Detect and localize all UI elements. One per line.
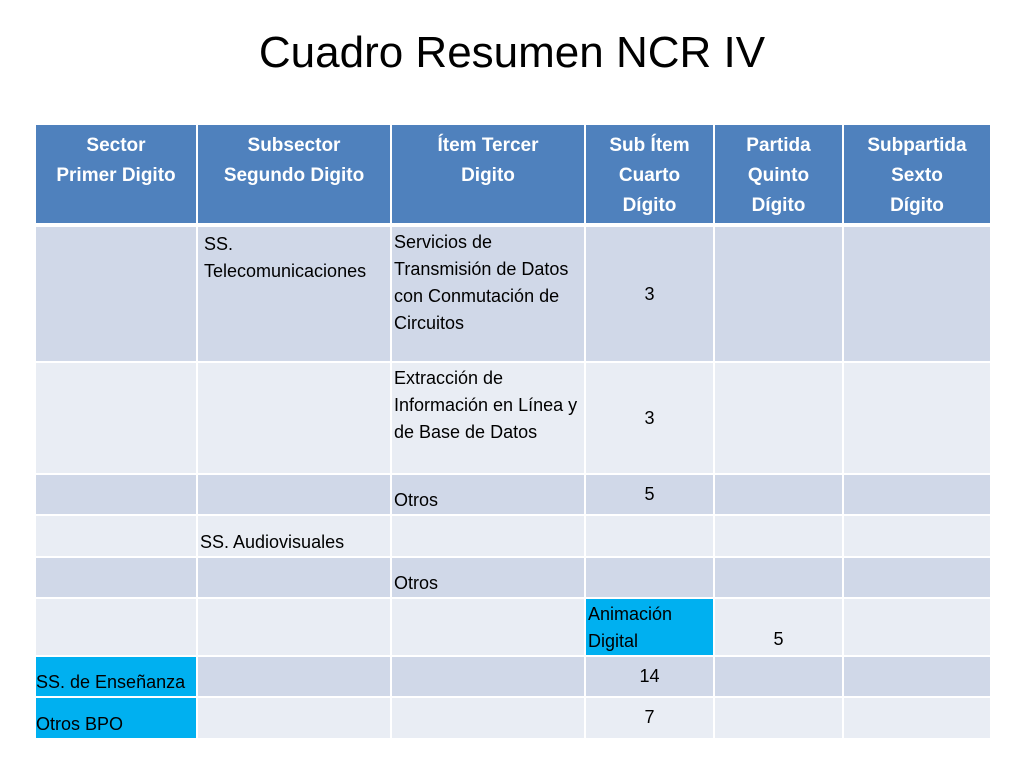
cell-item <box>391 656 585 697</box>
table-row <box>36 474 990 515</box>
cell-subpartida <box>843 362 990 474</box>
header-partida-line3: Dígito <box>751 195 806 216</box>
cell-subsector: SS. Telecomunicaciones <box>197 225 391 362</box>
cell-item: Servicios de Transmisión de Datos con Conmutación de Circuitos <box>391 225 585 362</box>
header-subpartida <box>843 125 990 225</box>
table-row <box>36 557 990 598</box>
cell-subsector <box>197 598 391 656</box>
cell-subsector <box>197 697 391 739</box>
cell-subitem: 5 <box>585 474 714 515</box>
cell-subitem <box>585 557 714 598</box>
cell-subitem: 7 <box>585 697 714 739</box>
header-row <box>36 125 990 225</box>
cell-sector-highlighted: Otros BPO <box>36 697 197 739</box>
cell-subitem: 3 <box>585 225 714 362</box>
cell-partida: 5 <box>714 598 843 656</box>
cell-partida <box>714 362 843 474</box>
header-subitem-line3: Dígito <box>622 195 677 216</box>
cell-partida <box>714 656 843 697</box>
table-row <box>36 515 990 557</box>
cell-sector <box>36 225 197 362</box>
header-subsector-line1: Subsector <box>247 135 341 156</box>
header-subsector <box>197 125 391 225</box>
cell-subitem <box>585 515 714 557</box>
table-row <box>36 656 990 697</box>
header-partida-line2: Quinto <box>747 165 810 186</box>
cell-sector <box>36 557 197 598</box>
cell-subsector: SS. Audiovisuales <box>197 515 391 557</box>
cell-subpartida <box>843 697 990 739</box>
cell-partida <box>714 225 843 362</box>
cell-subitem-highlighted: Animación Digital <box>585 598 714 656</box>
cell-item <box>391 515 585 557</box>
header-subitem <box>585 125 714 225</box>
cell-subpartida <box>843 515 990 557</box>
cell-sector-highlighted: SS. de Enseñanza <box>36 656 197 697</box>
header-partida <box>714 125 843 225</box>
table-row <box>36 598 990 656</box>
cell-partida <box>714 474 843 515</box>
cell-sector <box>36 474 197 515</box>
header-partida-line1: Partida <box>746 135 811 156</box>
header-sector-line1: Sector <box>86 135 146 156</box>
table-row <box>36 697 990 739</box>
cell-subpartida <box>843 557 990 598</box>
header-sector <box>36 125 197 225</box>
summary-table <box>36 125 990 740</box>
cell-subpartida <box>843 598 990 656</box>
cell-item: Extracción de Información en Línea y de Base de Datos <box>391 362 585 474</box>
header-sector-line2: Primer Digito <box>56 165 176 186</box>
table-row <box>36 225 990 362</box>
cell-subsector <box>197 656 391 697</box>
cell-item: Otros <box>391 557 585 598</box>
slide-title: Cuadro Resumen NCR IV <box>258 28 766 77</box>
cell-item <box>391 598 585 656</box>
cell-partida <box>714 697 843 739</box>
cell-subitem: 14 <box>585 656 714 697</box>
header-item-line2: Digito <box>461 165 515 186</box>
header-subsector-line2: Segundo Digito <box>223 165 365 186</box>
cell-item: Otros <box>391 474 585 515</box>
cell-sector <box>36 515 197 557</box>
header-subpartida-line2: Sexto <box>891 165 943 186</box>
cell-subsector <box>197 362 391 474</box>
header-item-line1: Ítem Tercer <box>437 135 539 156</box>
cell-partida <box>714 557 843 598</box>
cell-subsector <box>197 474 391 515</box>
cell-subpartida <box>843 474 990 515</box>
table-row <box>36 362 990 474</box>
header-subitem-line2: Cuarto <box>618 165 681 186</box>
cell-subsector <box>197 557 391 598</box>
cell-subpartida <box>843 656 990 697</box>
header-subpartida-line1: Subpartida <box>867 135 967 156</box>
cell-sector <box>36 362 197 474</box>
cell-subpartida <box>843 225 990 362</box>
header-subpartida-line3: Dígito <box>890 195 944 216</box>
cell-item <box>391 697 585 739</box>
header-item <box>391 125 585 225</box>
cell-partida <box>714 515 843 557</box>
cell-sector <box>36 598 197 656</box>
cell-subitem: 3 <box>585 362 714 474</box>
header-subitem-line1: Sub Ítem <box>609 135 690 156</box>
